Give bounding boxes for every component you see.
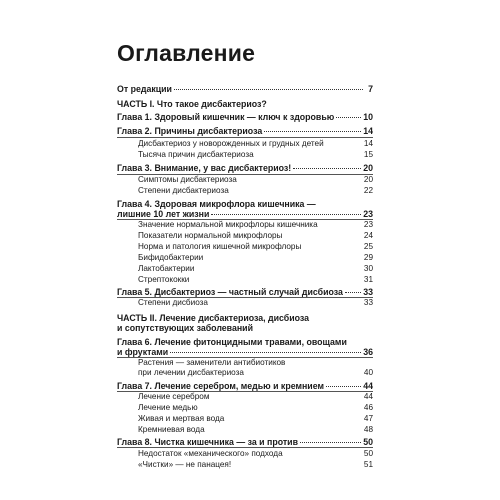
toc-section-entry[interactable]: Симптомы дисбактериоза 20	[138, 175, 373, 184]
toc-section-entry[interactable]: Норма и патология кишечной микрофлоры 25	[138, 242, 373, 251]
toc-part-heading: ЧАСТЬ II. Лечение дисбактериоза, дисбиоза	[117, 313, 310, 323]
toc-part-heading: ЧАСТЬ I. Что такое дисбактериоз?	[117, 99, 267, 109]
chapter-rule	[117, 447, 373, 448]
toc-section-entry[interactable]: Бифидобактерии 29	[138, 253, 373, 262]
toc-section-title-line: Растения — заменители антибиотиков	[138, 358, 286, 367]
toc-section-entry[interactable]: Недостаток «механического» подхода 50	[138, 449, 373, 458]
toc-chapter-title-line: Глава 6. Лечение фитонцидными травами, овощами	[117, 337, 347, 347]
toc-section-entry[interactable]: «Чистки» — не панацея! 51	[138, 460, 373, 469]
toc-chapter-entry[interactable]: Глава 2. Причины дисбактериоза 14	[117, 126, 373, 136]
toc-section-entry[interactable]: Лактобактерии 30	[138, 264, 373, 273]
toc-chapter-entry[interactable]: Глава 3. Внимание, у вас дисбактериоз! 20	[117, 163, 373, 173]
toc-chapter-entry[interactable]: Глава 5. Дисбактериоз — частный случай дисбиоза 33	[117, 287, 373, 297]
toc-chapter-entry[interactable]: Глава 1. Здоровый кишечник — ключ к здоровью 10	[117, 112, 373, 122]
toc-section-entry[interactable]: Кремниевая вода 48	[138, 425, 373, 434]
toc-section-entry[interactable]: Степени дисбиоза 33	[138, 298, 373, 307]
toc-section-entry[interactable]: при лечении дисбактериоза 40	[138, 368, 373, 377]
toc-chapter-title-line: Глава 4. Здоровая микрофлора кишечника —	[117, 199, 316, 209]
toc-section-entry[interactable]: Живая и мертвая вода 47	[138, 414, 373, 423]
toc-entry-editorial[interactable]: От редакции 7	[117, 84, 373, 94]
toc-chapter-entry[interactable]: Глава 7. Лечение серебром, медью и кремнием 44	[117, 381, 373, 391]
toc-chapter-entry[interactable]: лишние 10 лет жизни 23	[117, 209, 373, 219]
toc-section-entry[interactable]: Тысяча причин дисбактериоза 15	[138, 150, 373, 159]
toc-section-entry[interactable]: Стрептококки 31	[138, 275, 373, 284]
toc-section-entry[interactable]: Показатели нормальной микрофлоры 24	[138, 231, 373, 240]
toc-section-entry[interactable]: Лечение медью 46	[138, 403, 373, 412]
toc-section-entry[interactable]: Лечение серебром 44	[138, 392, 373, 401]
toc-chapter-entry[interactable]: и фруктами 36	[117, 347, 373, 357]
page-title: Оглавление	[117, 40, 256, 66]
toc-section-entry[interactable]: Дисбактериоз у новорожденных и грудных детей 14	[138, 139, 373, 148]
toc-section-entry[interactable]: Значение нормальной микрофлоры кишечника 23	[138, 220, 373, 229]
toc-section-entry[interactable]: Степени дисбактериоза 22	[138, 186, 373, 195]
toc-part-heading-line2: и сопутствующих заболеваний	[117, 323, 253, 333]
chapter-rule	[117, 137, 373, 138]
toc-chapter-entry[interactable]: Глава 8. Чистка кишечника — за и против 50	[117, 437, 373, 447]
